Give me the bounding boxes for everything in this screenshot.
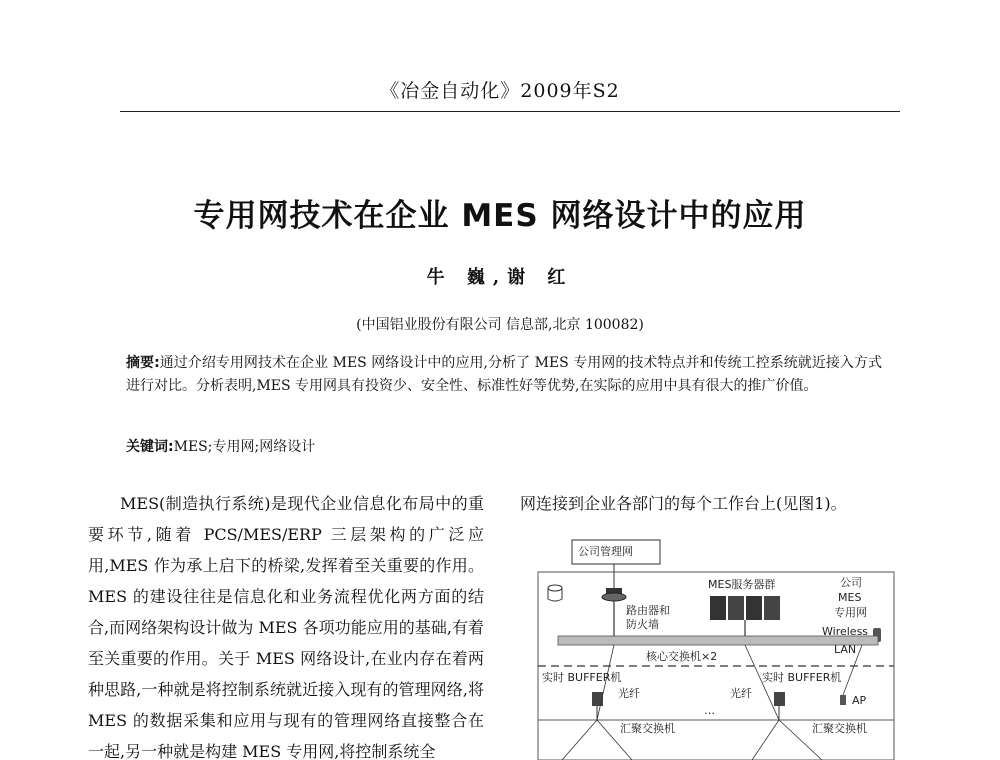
access-line <box>752 720 779 760</box>
label-agg-left: 汇聚交换机 <box>620 722 675 735</box>
label-wireless-1: Wireless <box>822 625 869 638</box>
label-ellipsis: … <box>704 704 715 717</box>
access-line <box>562 720 597 760</box>
label-company-mes-2: MES <box>838 591 862 604</box>
body-left-column <box>88 488 484 760</box>
keywords-text: MES;专用网;网络设计 <box>173 439 316 455</box>
label-fiber-right: 光纤 <box>730 687 752 700</box>
label-buffer-right: 实时 BUFFER机 <box>762 671 842 684</box>
abstract-label: 摘要: <box>126 355 160 371</box>
label-company-network: 公司管理网 <box>578 545 633 558</box>
article-title: 专用网技术在企业 MES 网络设计中的应用 <box>193 198 807 234</box>
keywords-label: 关键词: <box>126 439 174 455</box>
label-router-1: 路由器和 <box>626 604 670 617</box>
network-figure <box>522 532 902 760</box>
label-mes-servers: MES服务器群 <box>708 578 776 591</box>
label-company-mes-1: 公司 <box>840 576 862 589</box>
header-rule <box>120 111 900 112</box>
ap-icon <box>840 695 846 705</box>
article-affiliation: (中国铝业股份有限公司 信息部,北京 100082) <box>356 317 644 333</box>
database-icon <box>548 585 562 601</box>
label-agg-right: 汇聚交换机 <box>812 722 867 735</box>
router-icon <box>602 588 626 636</box>
journal-header: 《冶金自动化》2009年S2 <box>380 80 620 102</box>
label-fiber-left: 光纤 <box>618 687 640 700</box>
label-core-switch: 核心交换机×2 <box>646 650 718 663</box>
buffer-left-icon <box>592 692 603 720</box>
label-router-2: 防火墙 <box>626 618 659 631</box>
body-paragraph: MES(制造执行系统)是现代企业信息化布局中的重要环节,随着 PCS/MES/ERP 三层架构的广泛应用,MES 作为承上启下的桥梁,发挥着至关重要的作用。MES 的建设往往是信息化和业务流程优化两方面的结合,而网络架构设计做为 MES 各项功能应用的基础,有着至关重要的作用。关于 MES 网络设计,在业内存在着两种思路,一种就是将控制系统就近接入现有的管理网络,将 MES 的数据采集和应用与现有的管理网络直接整合在一起,另一种就是构建 MES 专用网,将控制系统全 <box>88 494 484 760</box>
abstract <box>126 352 882 398</box>
label-company-mes-3: 专用网 <box>834 606 867 619</box>
body-right-intro: 网连接到企业各部门的每个工作台上(见图1)。 <box>520 494 847 513</box>
label-wireless-2: LAN <box>834 643 857 656</box>
buffer-right-icon <box>774 692 785 720</box>
article-authors: 牛 巍,谢 红 <box>426 267 574 288</box>
abstract-text: 通过介绍专用网技术在企业 MES 网络设计中的应用,分析了 MES 专用网的技术特点并和传统工控系统就近接入方式进行对比。分析表明,MES 专用网具有投资少、安全性、标准性好等优势,在实际的应用中具有很大的推广价值。 <box>126 355 882 394</box>
label-ap: AP <box>852 694 867 707</box>
server-rack-icon <box>710 596 780 636</box>
label-buffer-left: 实时 BUFFER机 <box>542 671 622 684</box>
keywords <box>126 436 882 456</box>
